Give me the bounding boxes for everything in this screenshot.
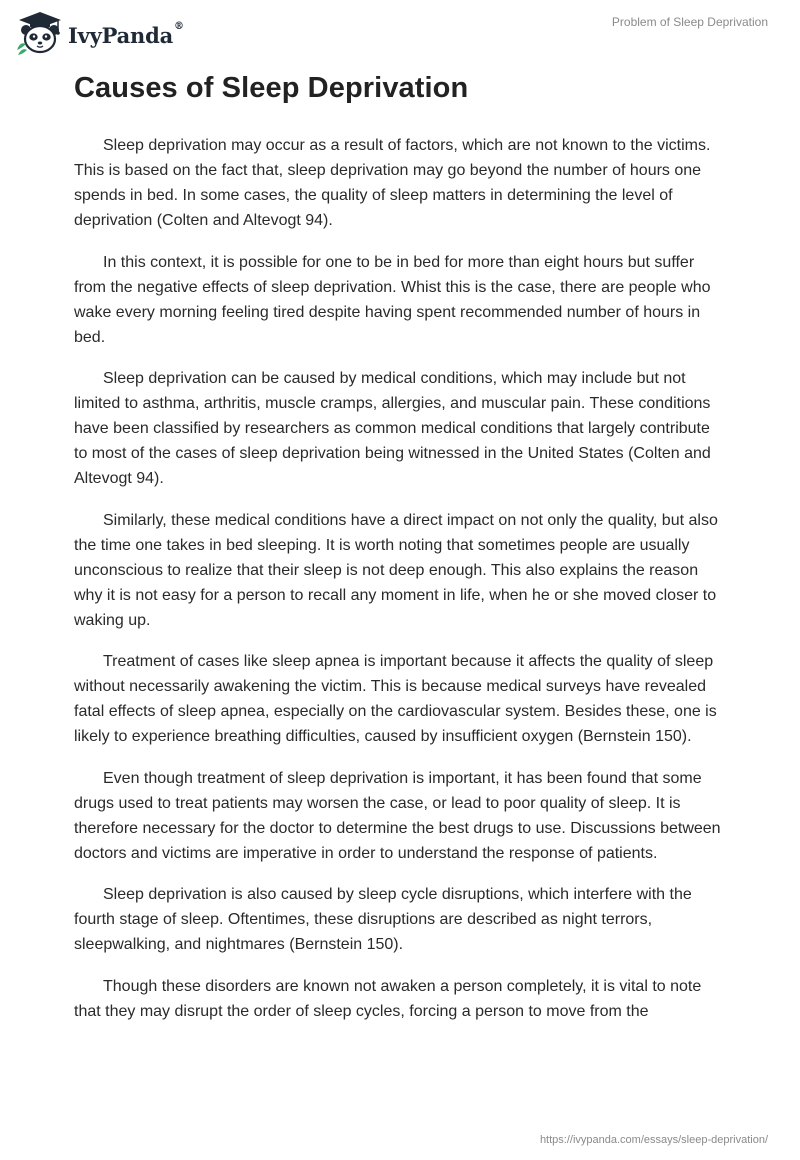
source-url-link[interactable]: https://ivypanda.com/essays/sleep-deprivation/	[539, 1134, 768, 1146]
paragraph: Similarly, these medical conditions have a direct impact on not only the quality, but also the time one takes in bed sleeping. It is worth noting that sometimes people are usually unconscious to realize that their sleep is not deep enough. This also explains the reason why it is not easy for a person to recall any moment in life, when he or she moved closer to waking up.	[74, 511, 718, 629]
paragraph: Treatment of cases like sleep apnea is important because it affects the quality of sleep without necessarily awakening the victim. This is because medical surveys have revealed fatal effects of sleep apnea, especially on the cardiovascular system. Besides these, one is likely to experience breathing difficulties, caused by insufficient oxygen (Bernstein 150).	[74, 653, 717, 745]
article-body	[74, 133, 726, 1040]
brand-name: IvyPanda®	[68, 20, 184, 48]
page-header	[0, 0, 800, 70]
paragraph: Even though treatment of sleep deprivation is important, it has been found that some drugs used to treat patients may worsen the case, or lead to poor quality of sleep. It is therefore necessary for the doctor to determine the best drugs to use. Discussions between doctors and victims are imperative in order to understand the response of patients.	[74, 769, 721, 862]
page-title: Causes of Sleep Deprivation	[74, 72, 469, 104]
paragraph: Sleep deprivation can be caused by medical conditions, which may include but not limited to asthma, arthritis, muscle cramps, allergies, and muscular pain. These conditions have been classified by researchers as common medical conditions that largely contribute to most of the cases of sleep deprivation being witnessed in the United States (Colten and Altevogt 94).	[74, 370, 711, 487]
ivypanda-logo[interactable]	[14, 10, 184, 56]
paragraph: Sleep deprivation may occur as a result of factors, which are not known to the victims. This is based on the fact that, sleep deprivation may go beyond the number of hours one spends in bed. In some cases, the quality of sleep matters in determining the level of deprivation (Colten and Altevogt 94).	[74, 137, 711, 229]
registered-mark: ®	[174, 20, 184, 32]
paragraph: Sleep deprivation is also caused by sleep cycle disruptions, which interfere with the fourth stage of sleep. Oftentimes, these disruptions are described as night terrors, sleepwalking, and nightmares (Bernstein 150).	[74, 886, 692, 953]
panda-graduate-icon	[14, 10, 66, 56]
running-title: Problem of Sleep Deprivation	[611, 15, 768, 29]
paragraph: In this context, it is possible for one to be in bed for more than eight hours but suffer from the negative effects of sleep deprivation. Whist this is the case, there are people who wake every morning feeling tired despite having spent recommended number of hours in bed.	[74, 253, 711, 346]
paragraph: Though these disorders are known not awaken a person completely, it is vital to note that they may disrupt the order of sleep cycles, forcing a person to move from the	[74, 977, 702, 1020]
